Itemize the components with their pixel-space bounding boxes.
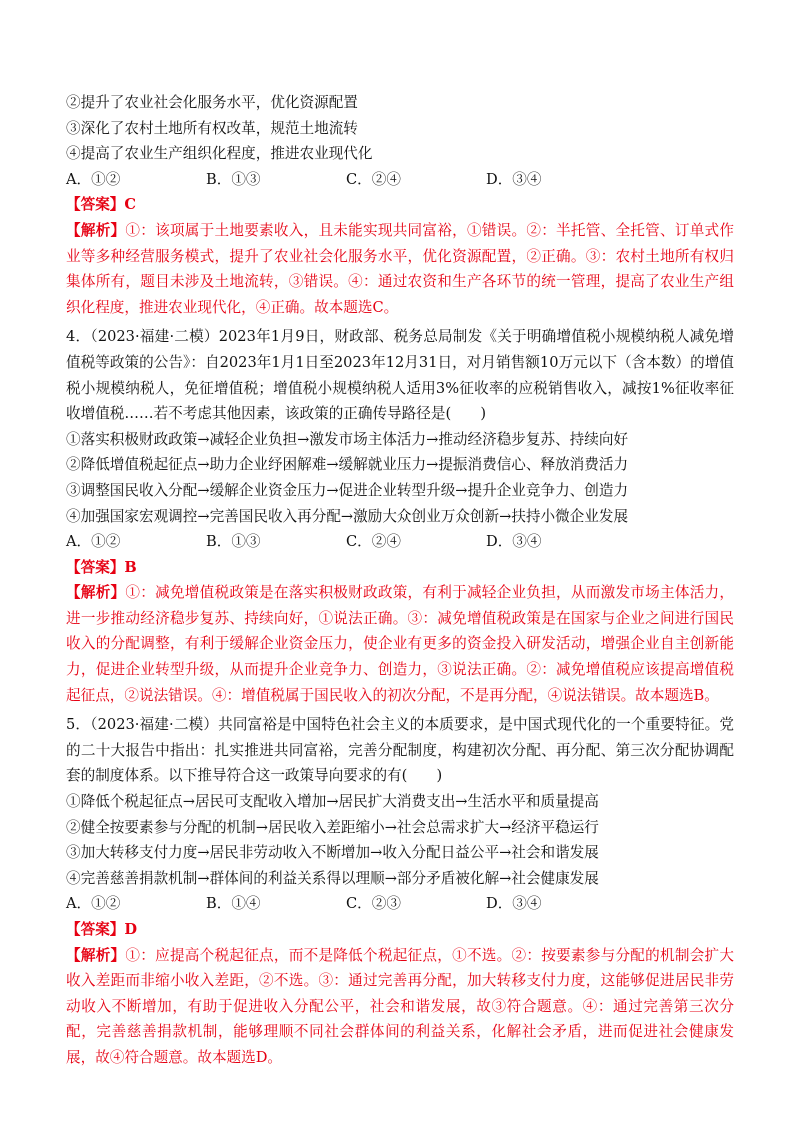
document-content [66,90,734,1071]
q3-analysis [66,218,734,320]
q4-analysis-text: ①：减免增值税政策是在落实积极财政政策，有利于减轻企业负担，从而激发市场主体活力，进一步推动经济稳步复苏、持续向好，①说法正确。③：减免增值税政策是在国家与企业之间进行国民收入的分配调整，有利于缓解企业资金压力，使企业有更多的资金投入研发活动，增强企业自主创新能力，促进企业转型升级，从而提升企业竞争力、创造力，③说法正确。②：减免增值税应该提高增值税起征点，②说法错误。④：增值税属于国民收入的初次分配，不是再分配，④说法错误。故本题选B。 [66,584,734,704]
q5-options [66,891,734,917]
q4-option-a: A．①② [66,533,121,551]
q5-option-c: C．②③ [346,895,401,913]
q5-stem: 5．（2023·福建·二模）共同富裕是中国特色社会主义的本质要求，是中国式现代化的一个重要特征。党的二十大报告中指出：扎实推进共同富裕，完善分配制度，构建初次分配、再分配、第三次分配协调配套的制度体系。以下推导符合这一政策导向要求的有( ) [66,716,734,785]
q3-option-c: C．②④ [346,170,401,188]
q4-stem: 4．（2023·福建·二模）2023年1月9日，财政部、税务总局制发《关于明确增值税小规模纳税人减免增值税等政策的公告》：自2023年1月1日至2023年12月31日，对月销售额10万元以下（含本数）的增值税小规模纳税人，免征增值税；增值税小规模纳税人适用3%征收率的应税销售收入，减按1%征收率征收增值税……若不考虑其他因素，该政策的正确传导路径是( ) [66,328,734,423]
q4-answer: 【答案】B [66,558,137,576]
q5-item-3: ③加大转移支付力度→居民非劳动收入不断增加→收入分配日益公平→社会和谐发展 [66,844,599,862]
q3-item-4: ④提高了农业生产组织化程度，推进农业现代化 [66,145,373,163]
q3-item-3: ③深化了农村土地所有权改革，规范土地流转 [66,119,358,137]
q3-analysis-text: ①：该项属于土地要素收入，且未能实现共同富裕，①错误。②：半托管、全托管、订单式作业等多种经营服务模式，提升了农业社会化服务水平，优化资源配置，②正确。③：农村土地所有权归集体所有，题目未涉及土地流转，③错误。④：通过农资和生产各环节的统一管理，提高了农业生产组织化程度，推进农业现代化，④正确。故本题选C。 [66,221,734,316]
q5-option-b: B．①④ [206,895,261,913]
q3-analysis-label: 【解析】 [66,221,126,239]
q3-answer: 【答案】C [66,196,136,214]
q5-item-4: ④完善慈善捐款机制→群体间的利益关系得以理顺→部分矛盾被化解→社会健康发展 [66,869,599,887]
q4-option-b: B．①③ [206,533,261,551]
q4-item-1: ①落实积极财政政策→减轻企业负担→激发市场主体活力→推动经济稳步复苏、持续向好 [66,430,629,448]
q4-option-c: C．②④ [346,533,401,551]
q4-analysis-label: 【解析】 [66,584,126,602]
q3-item-2: ②提升了农业社会化服务水平，优化资源配置 [66,94,358,111]
q4-item-4: ④加强国家宏观调控→完善国民收入再分配→激励大众创业万众创新→扶持小微企业发展 [66,507,629,525]
q4-option-d: D．③④ [486,533,542,551]
q4-analysis [66,580,734,708]
q3-option-b: B．①③ [206,170,261,188]
q4-options [66,529,734,555]
q3-option-d: D．③④ [486,170,542,188]
q4-item-3: ③调整国民收入分配→缓解企业资金压力→促进企业转型升级→提升企业竞争力、创造力 [66,481,629,499]
q5-analysis [66,943,734,1071]
q4-item-2: ②降低增值税起征点→助力企业纾困解难→缓解就业压力→提振消费信心、释放消费活力 [66,456,629,474]
q5-analysis-text: ①：应提高个税起征点，而不是降低个税起征点，①不选。②：按要素参与分配的机制会扩大收入差距而非缩小收入差距，②不选。③：通过完善再分配，加大转移支付力度，这能够促进居民非劳动收入不断增加，有助于促进收入分配公平，社会和谐发展，故③符合题意。④：通过完善第三次分配，完善慈善捐款机制，能够理顺不同社会群体间的利益关系，化解社会矛盾，进而促进社会健康发展，故④符合题意。故本题选D。 [66,946,734,1066]
q3-option-a: A．①② [66,170,121,188]
q5-item-1: ①降低个税起征点→居民可支配收入增加→居民扩大消费支出→生活水平和质量提高 [66,793,599,811]
q5-answer: 【答案】D [66,921,138,938]
q5-analysis-label: 【解析】 [66,946,126,964]
q5-option-d: D．③④ [486,895,542,913]
q5-option-a: A．①② [66,895,121,913]
q3-options [66,167,734,193]
q5-item-2: ②健全按要素参与分配的机制→居民收入差距缩小→社会总需求扩大→经济平稳运行 [66,818,599,836]
